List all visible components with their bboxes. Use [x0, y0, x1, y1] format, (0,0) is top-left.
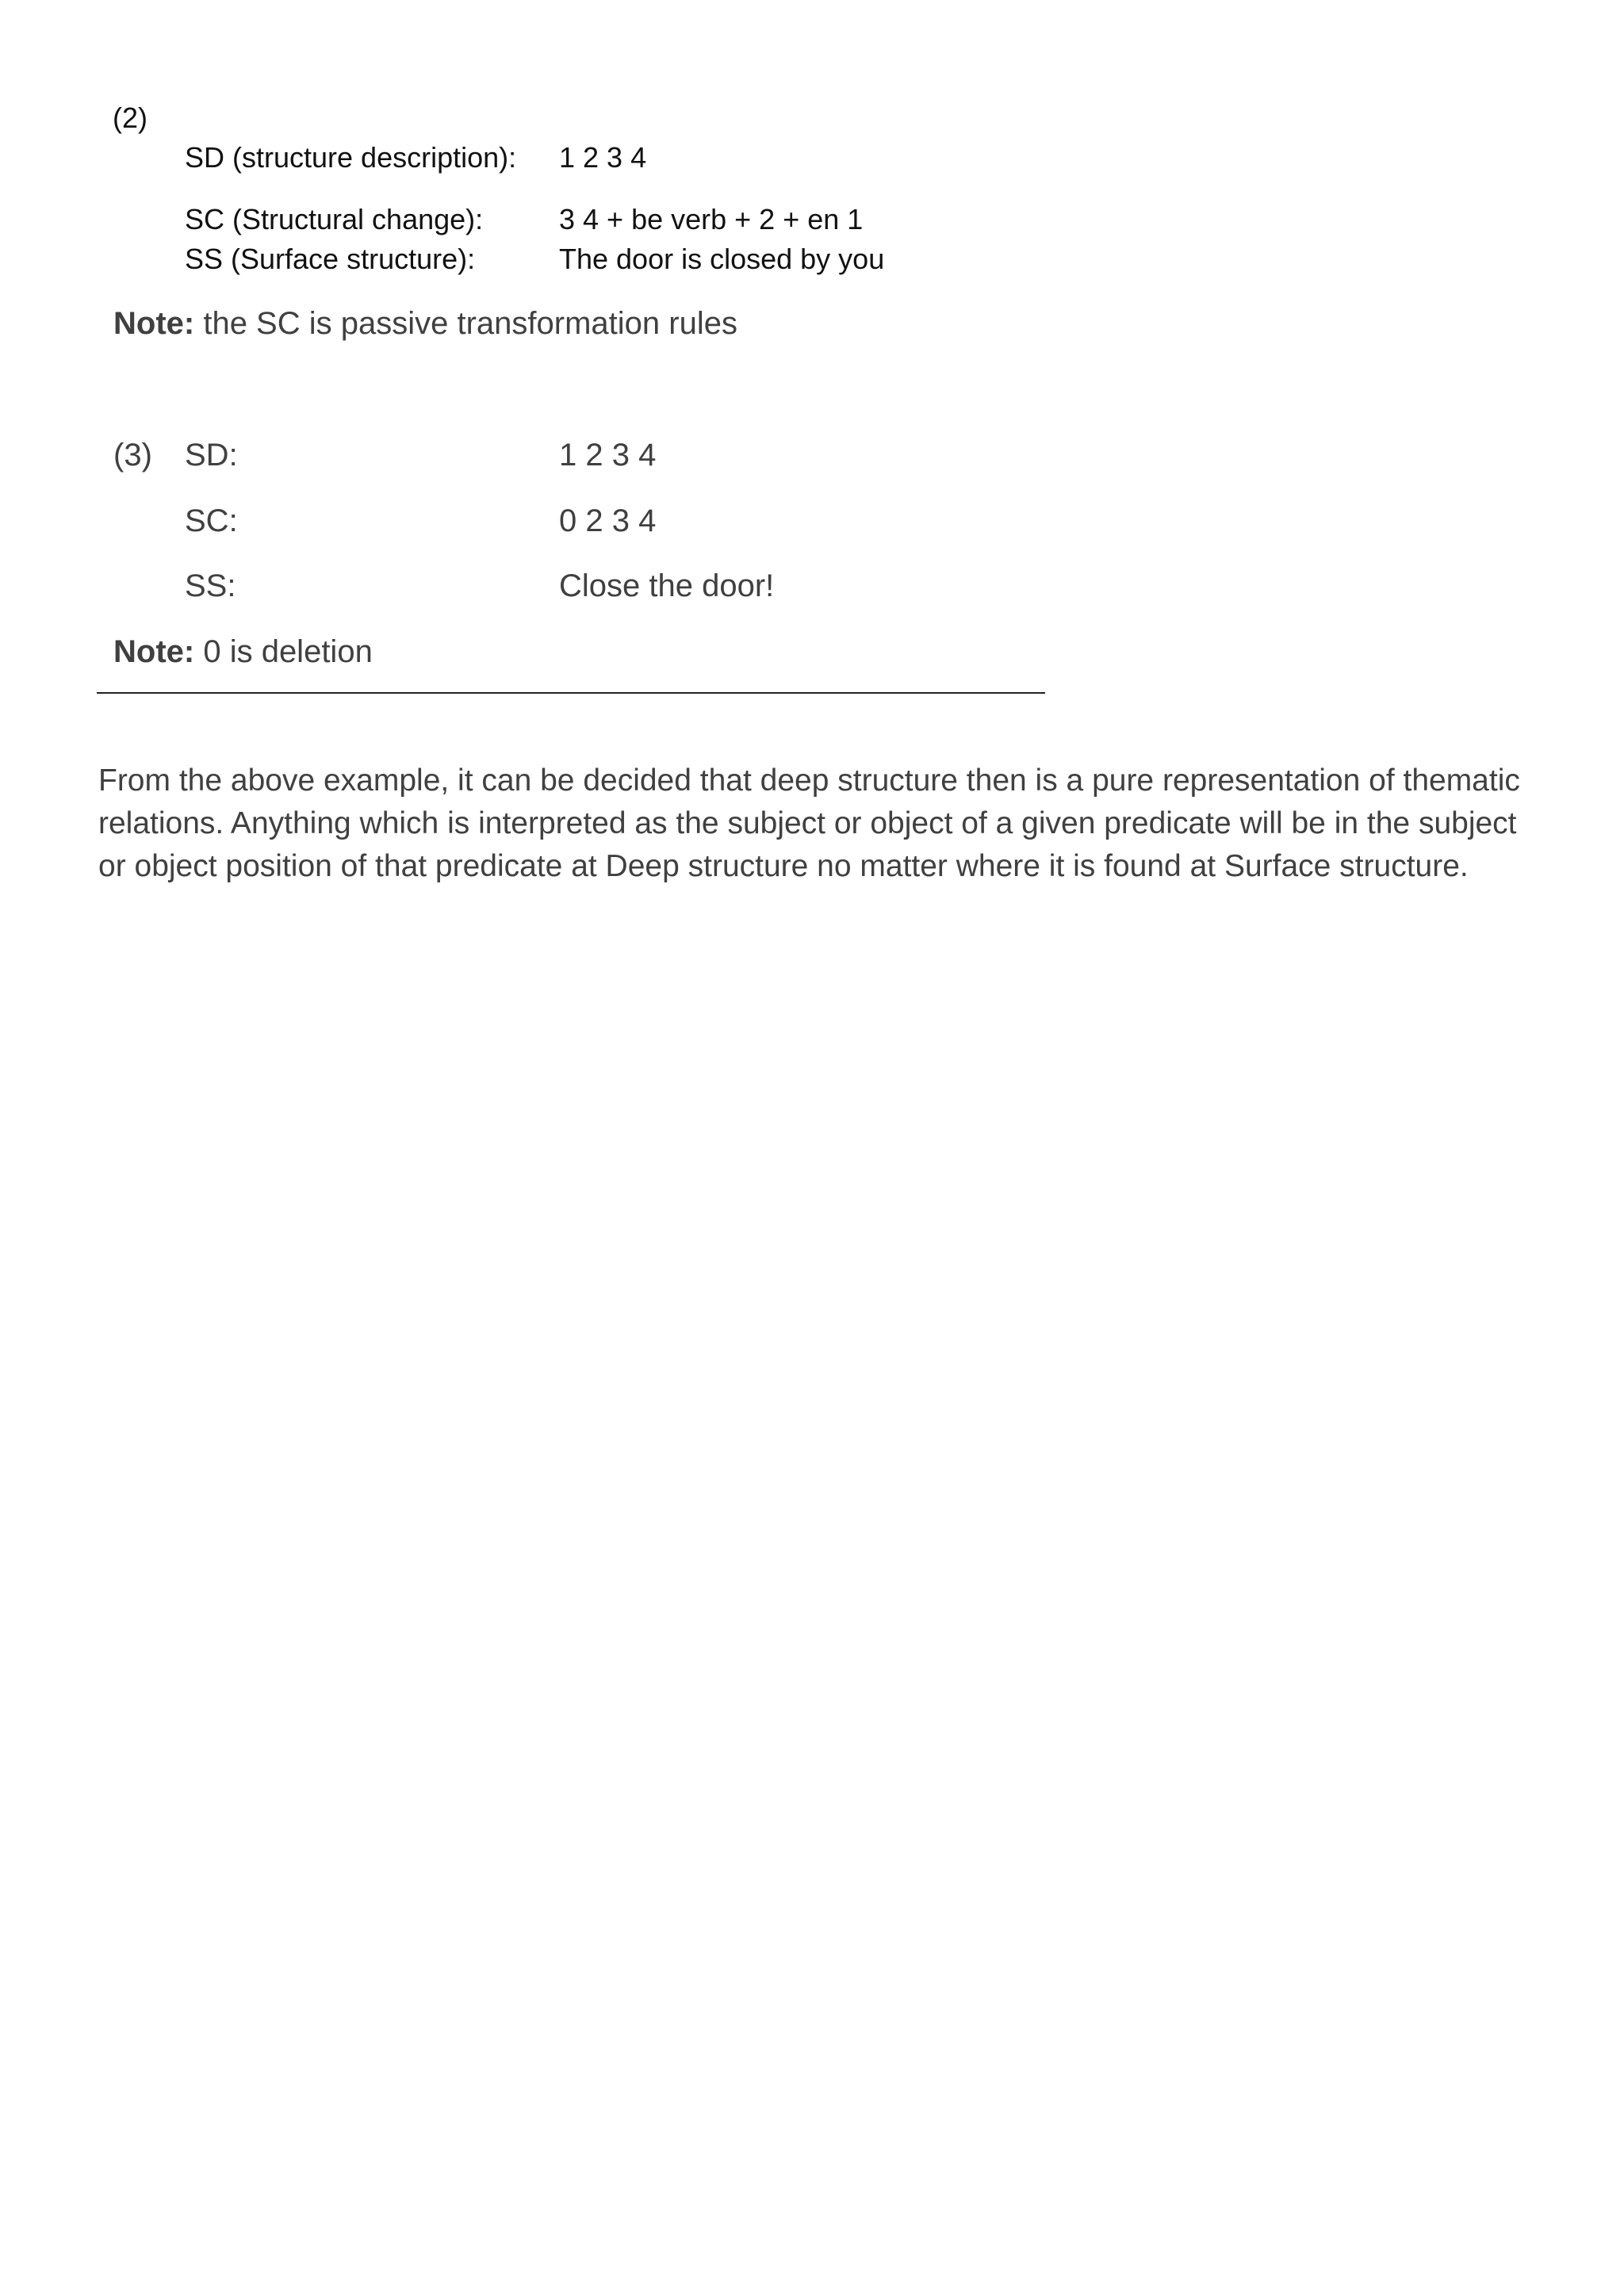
sc-label: SC (Structural change):	[185, 203, 484, 235]
paragraph-line: relations. Anything which is interpreted as the subject or object of a given predicate will be in the subject	[98, 806, 1517, 840]
ss-value: The door is closed by you	[559, 243, 885, 275]
note-text: the SC is passive transformation rules	[194, 306, 737, 341]
paragraph-line: From the above example, it can be decided that deep structure then is a pure representation of thematic	[98, 763, 1520, 798]
sc-value: 3 4 + be verb + 2 + en 1	[559, 203, 864, 235]
note-text: 0 is deletion	[194, 634, 373, 669]
ss-value: Close the door!	[559, 568, 775, 603]
example-3-note	[113, 636, 373, 668]
ss-label: SS:	[185, 568, 236, 603]
sc-label: SC:	[185, 503, 238, 538]
paragraph-line: or object position of that predicate at Deep structure no matter where it is found at Surface structure.	[98, 849, 1469, 883]
ss-label: SS (Surface structure):	[185, 243, 476, 275]
sd-label: SD:	[185, 438, 238, 473]
note-label: Note:	[113, 306, 195, 341]
example-2-note	[113, 308, 737, 339]
body-paragraph	[98, 760, 1526, 888]
sc-value: 0 2 3 4	[559, 503, 657, 538]
section-divider	[97, 692, 1045, 694]
example-3-number: (3)	[113, 438, 152, 473]
example-2-number: (2)	[113, 101, 147, 134]
note-label: Note:	[113, 634, 195, 669]
sd-label: SD (structure description):	[185, 141, 517, 174]
sd-value: 1 2 3 4	[559, 141, 647, 174]
sd-value: 1 2 3 4	[559, 438, 657, 473]
